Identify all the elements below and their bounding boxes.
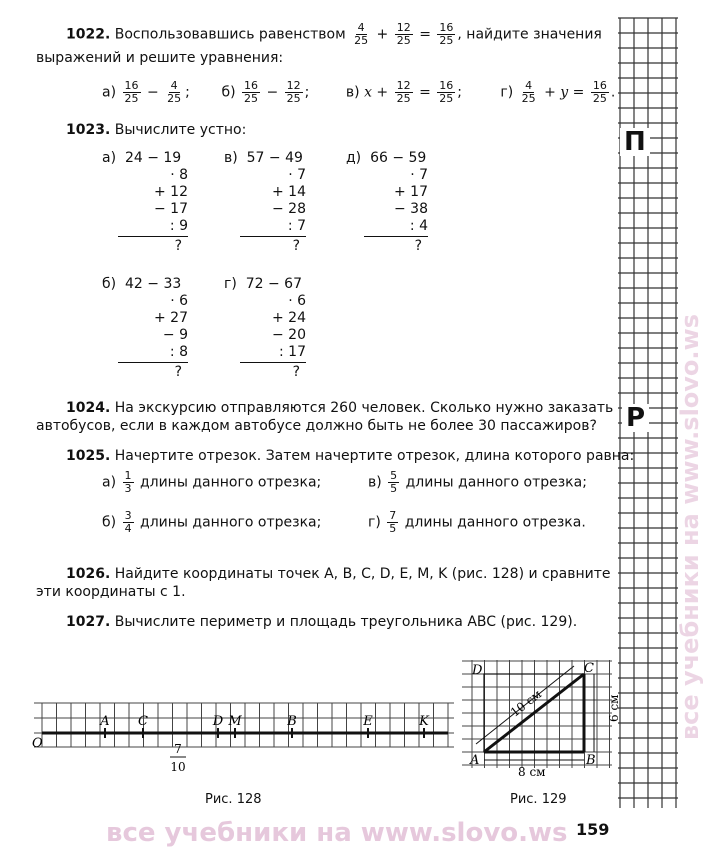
hypotenuse-label: 10 см — [507, 687, 545, 720]
side-letter-mid: Р — [622, 404, 649, 432]
problem-1026-line2: эти координаты с 1. — [36, 584, 186, 600]
vertex-c: C — [584, 661, 594, 676]
item-v: в) x + $\frac{12}{25}$ = $\frac{16}{25}$ ; — [345, 79, 462, 105]
point-label-C: C — [138, 714, 148, 729]
vertex-a: A — [470, 753, 480, 768]
problem-1025: 1025. Начертите отрезок. Затем начертите отрезок, длина которого равна: — [66, 448, 635, 464]
origin-label: O — [32, 736, 43, 751]
chain-b-ops: · 6 + 27 − 9 : 8 ? — [118, 293, 188, 381]
side-label: 6 см — [607, 694, 621, 722]
chain-d-ops: · 7 + 17 − 38 : 4 ? — [364, 167, 428, 255]
chain-v: в) 57 − 49 — [224, 150, 303, 166]
item-1025-b: б) $\frac{3}{4}$ длины данного отрезка; — [102, 509, 322, 535]
figure-129-triangle — [462, 660, 621, 780]
svg-text:10: 10 — [170, 760, 186, 774]
problem-number: 1022. — [66, 26, 111, 43]
item-1025-a: а) $\frac{1}{3}$ длины данного отрезка; — [102, 469, 322, 495]
chain-a: а) 24 − 19 — [102, 150, 182, 166]
problem-1027: 1027. Вычислите периметр и площадь треугольника ABC (рис. 129). — [66, 614, 578, 630]
svg-text:7: 7 — [174, 742, 182, 756]
point-label-K: K — [419, 714, 429, 729]
bottom-watermark: все учебники на www.slovo.ws — [106, 818, 568, 848]
chain-d: д) 66 − 59 — [346, 150, 427, 166]
base-label: 8 см — [518, 765, 546, 779]
side-watermark: все учебники на www.slovo.ws — [676, 314, 704, 740]
problem-1022-line1: 1022. Воспользовавшись равенством $\frac{4}{25}$ + $\frac{12}{25}$ = $\frac{16}{25}$ , найдите значения — [66, 21, 602, 47]
chain-g: г) 72 − 67 — [224, 276, 302, 292]
page-number: 159 — [576, 820, 610, 839]
problem-1024: 1024. На экскурсию отправляются 260 человек. Сколько нужно заказать — [66, 400, 614, 416]
figure-128-caption: Рис. 128 — [205, 792, 262, 807]
figure-128-number-line — [30, 695, 460, 785]
item-g: г) $\frac{4}{25}$ + y = $\frac{16}{25}$ . — [500, 79, 616, 105]
chain-g-ops: · 6 + 24 − 20 : 17 ? — [240, 293, 306, 381]
vertex-d: D — [472, 663, 483, 678]
point-label-M: M — [228, 714, 242, 729]
chain-a-ops: · 8 + 12 − 17 : 9 ? — [118, 167, 188, 255]
problem-1024-line2: автобусов, если в каждом автобусе должно быть не более 30 пассажиров? — [36, 418, 597, 434]
chain-v-ops: · 7 + 14 − 28 : 7 ? — [240, 167, 306, 255]
point-label-E: E — [363, 714, 373, 729]
problem-1022-items — [102, 80, 622, 105]
point-label-A: A — [100, 714, 110, 729]
vertex-b: B — [586, 753, 596, 768]
chain-b: б) 42 − 33 — [102, 276, 182, 292]
figure-129-caption: Рис. 129 — [510, 792, 567, 807]
side-letter-top: П — [620, 128, 650, 156]
point-label-B: B — [287, 714, 297, 729]
problem-1022-line2: выражений и решите уравнения: — [36, 50, 284, 66]
problem-1026: 1026. Найдите координаты точек A, B, C, D, E, M, K (рис. 128) и сравните — [66, 566, 611, 582]
item-1025-g: г) $\frac{7}{5}$ длины данного отрезка. — [368, 509, 586, 535]
point-label-D: D — [212, 714, 224, 729]
item-1025-v: в) $\frac{5}{5}$ длины данного отрезка; — [368, 469, 587, 495]
item-b: б) $\frac{16}{25}$ − $\frac{12}{25}$ ; — [221, 79, 310, 105]
problem-1023-title: 1023. Вычислите устно: — [66, 122, 247, 138]
item-a: а) $\frac{16}{25}$ − $\frac{4}{25}$ ; — [102, 79, 190, 105]
